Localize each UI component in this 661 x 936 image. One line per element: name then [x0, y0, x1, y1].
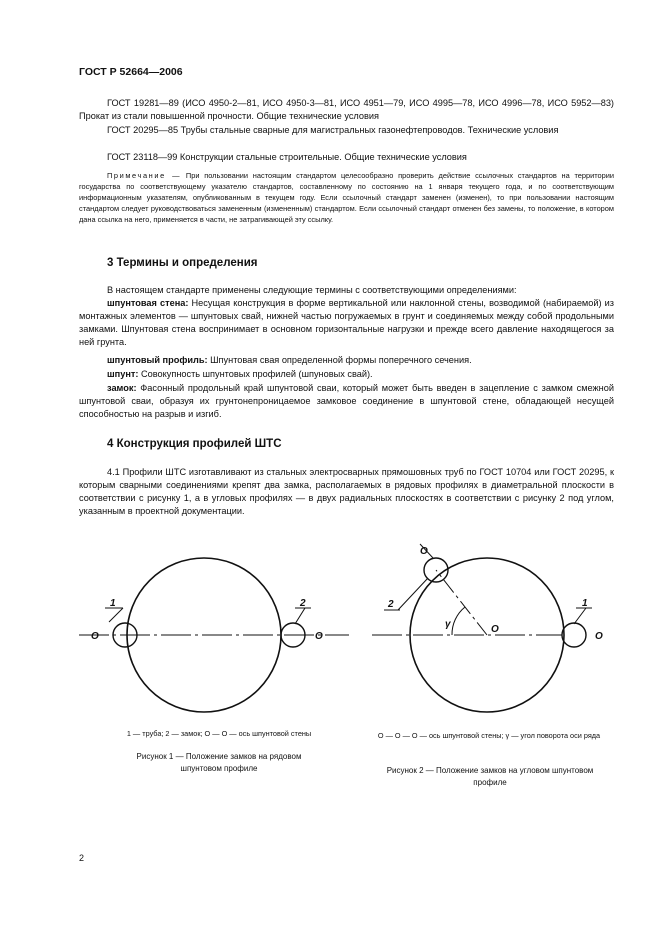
label-1: 1 — [582, 598, 588, 609]
figure-2-diagram — [362, 540, 624, 715]
leader-2 — [398, 578, 428, 610]
label-o-left: О — [91, 631, 99, 642]
term-interlock — [79, 382, 614, 421]
term-sheet-pile-profile — [79, 354, 614, 367]
note-text: При пользовании настоящим стандартом целесообразно проверить действие ссылочных стандартов на территории государства по соответствующему указателю стандартов, составленному по состоянию на 1 января текущего года, и по соответствующим информационным указателям, опубликованным в текущем году. Если ссылочный стандарт заменен (изменен), то при пользовании настоящим стандартом следует руководствоваться замененным (измененным) стандартом. Если ссылочный стандарт отменен без замены, то положение, в котором дана ссылка на него, применяется в части, не затрагивающей эту ссылку. — [79, 171, 615, 224]
term-sheet-pile-wall — [79, 297, 614, 349]
term-label: шпунтовый профиль: — [107, 355, 208, 365]
label-2: 2 — [388, 599, 394, 610]
figure-1-caption: Рисунок 1 — Положение замков на рядовом шпунтовом профиле — [136, 752, 302, 773]
page-number: 2 — [79, 853, 85, 863]
label-o-right: О — [595, 631, 603, 642]
note-label: Примечание — — [107, 171, 182, 180]
term-label: шпунтовая стена: — [107, 298, 189, 308]
reference-gost-23118: ГОСТ 23118—99 Конструкции стальные строительные. Общие технические условия — [107, 152, 467, 162]
leader-2 — [295, 608, 305, 624]
label-gamma: γ — [445, 619, 451, 630]
document-header: ГОСТ Р 52664—2006 — [79, 66, 183, 78]
term-definition: Шпунтовая свая определенной формы поперечного сечения. — [210, 355, 472, 365]
term-sheet-piling — [79, 368, 614, 381]
term-definition: Совокупность шпунтовых профилей (шпуновых свай). — [141, 369, 373, 379]
label-o-center: О — [491, 624, 499, 635]
label-o-top: О — [420, 546, 428, 557]
label-1: 1 — [110, 598, 116, 609]
note-block — [79, 170, 614, 225]
leader-1 — [109, 608, 123, 622]
label-o-right: О — [315, 631, 323, 642]
section-4-paragraph: 4.1 Профили ШТС изготавливают из стальных электросварных прямошовных труб по ГОСТ 10704 или ГОСТ 20295, к которым сварными соединениями крепят два замка, располагаемых в рядовых профилях в диаметральной плоскости в соответствии с рисунку 1, а в угловых профилях — в двух радиальных плоскостях в соответствии с рисунку 2 под углом, указанным в проектной документации. — [79, 467, 614, 516]
figure-2-caption: Рисунок 2 — Положение замков на угловом шпунтовом профиле — [386, 766, 594, 787]
term-label: шпунт: — [107, 369, 139, 379]
section-4-heading: 4 Конструкция профилей ШТС — [107, 438, 282, 450]
term-label: замок: — [107, 383, 137, 393]
lock-circle-right — [562, 623, 586, 647]
reference-gost-20295: ГОСТ 20295—85 Трубы стальные сварные для магистральных газонефтепроводов. Технические условия — [107, 125, 559, 135]
figure-2-legend: О — О — О — ось шпунтовой стены; γ — угол поворота оси ряда — [377, 731, 601, 740]
figure-1-diagram — [79, 540, 349, 715]
reference-gost-19281: ГОСТ 19281—89 (ИСО 4950-2—81, ИСО 4950-3—81, ИСО 4951—79, ИСО 4995—78, ИСО 4996—78, ИСО 5952—83) Прокат из стали повышенной прочности. Общие технические условия — [79, 98, 614, 121]
figure-1-legend: 1 — труба; 2 — замок; О — О — ось шпунтовой стены — [126, 729, 312, 738]
angle-arc — [452, 607, 465, 635]
label-2: 2 — [300, 598, 306, 609]
section-3-heading: 3 Термины и определения — [107, 257, 258, 269]
leader-1 — [574, 608, 586, 624]
section-3-intro: В настоящем стандарте применены следующие термины с соответствующими определениями: — [107, 285, 517, 295]
term-definition: Несущая конструкция в форме вертикальной или наклонной стены, возводимой (набираемой) из монтажных элементов — шпунтовых свай, нижней частью погружаемых в грунт и соединяемых между собой продольными замками. Шпунтовая стена воспринимает в основном горизонтальные нагрузки и прежде всего давление находящегося за ней грунта. — [79, 298, 615, 347]
term-definition: Фасонный продольный край шпунтовой сваи, который может быть введен в зацепление с замком смежной шпунтовой сваи, образуя их грунтонепроницаемое замковое соединение в шпунтовой стене, обладающей несущей способностью на разрыв и изгиб. — [79, 383, 614, 419]
